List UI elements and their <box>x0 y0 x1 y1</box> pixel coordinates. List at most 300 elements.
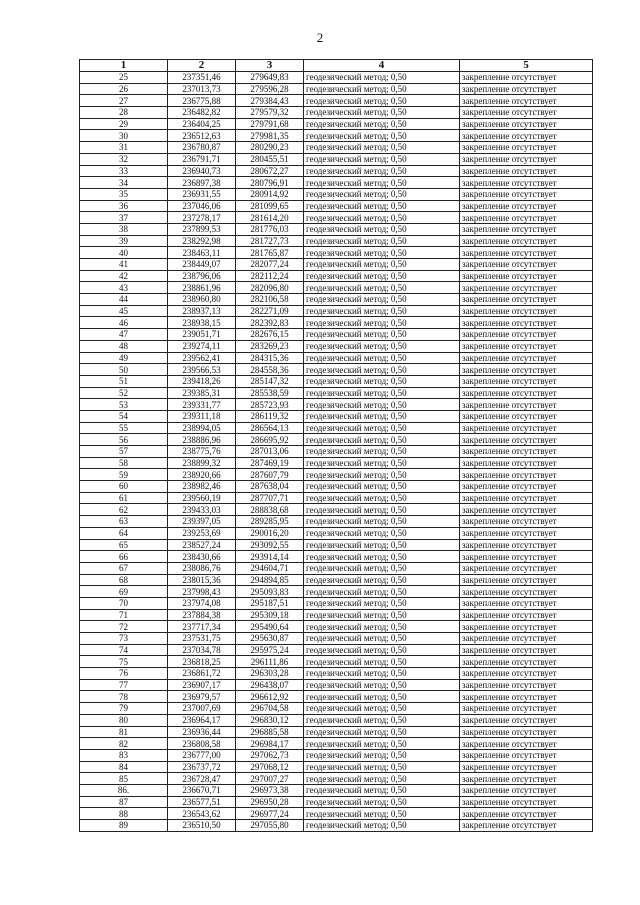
point-number-cell: 58 <box>80 457 168 469</box>
method-cell: геодезический метод; 0,50 <box>304 130 460 142</box>
y-coordinate-cell: 281099,65 <box>236 200 304 212</box>
table-row <box>80 270 593 282</box>
y-coordinate-cell: 287469,19 <box>236 457 304 469</box>
point-number-cell: 75 <box>80 656 168 668</box>
method-cell: геодезический метод; 0,50 <box>304 633 460 645</box>
table-row <box>80 305 593 317</box>
x-coordinate-cell: 238086,76 <box>168 562 236 574</box>
point-number-cell: 67 <box>80 562 168 574</box>
point-number-cell: 35 <box>80 188 168 200</box>
x-coordinate-cell: 236512,63 <box>168 130 236 142</box>
fixation-cell: закрепление отсутствует <box>460 294 593 306</box>
table-row <box>80 130 593 142</box>
method-cell: геодезический метод; 0,50 <box>304 118 460 130</box>
method-cell: геодезический метод; 0,50 <box>304 527 460 539</box>
table-header-row <box>80 60 593 72</box>
fixation-cell: закрепление отсутствует <box>460 212 593 224</box>
table-row <box>80 294 593 306</box>
fixation-cell: закрепление отсутствует <box>460 95 593 107</box>
method-cell: геодезический метод; 0,50 <box>304 796 460 808</box>
point-number-cell: 33 <box>80 165 168 177</box>
y-coordinate-cell: 282096,80 <box>236 282 304 294</box>
point-number-cell: 64 <box>80 527 168 539</box>
method-cell: геодезический метод; 0,50 <box>304 83 460 95</box>
table-row <box>80 165 593 177</box>
table-row <box>80 153 593 165</box>
fixation-cell: закрепление отсутствует <box>460 656 593 668</box>
y-coordinate-cell: 296303,28 <box>236 668 304 680</box>
fixation-cell: закрепление отсутствует <box>460 574 593 586</box>
fixation-cell: закрепление отсутствует <box>460 820 593 832</box>
point-number-cell: 57 <box>80 446 168 458</box>
table-row <box>80 340 593 352</box>
y-coordinate-cell: 295630,87 <box>236 633 304 645</box>
fixation-cell: закрепление отсутствует <box>460 83 593 95</box>
x-coordinate-cell: 236543,62 <box>168 808 236 820</box>
method-cell: геодезический метод; 0,50 <box>304 679 460 691</box>
table-row <box>80 656 593 668</box>
table-row <box>80 387 593 399</box>
x-coordinate-cell: 237034,78 <box>168 644 236 656</box>
y-coordinate-cell: 295490,64 <box>236 621 304 633</box>
x-coordinate-cell: 238899,32 <box>168 457 236 469</box>
fixation-cell: закрепление отсутствует <box>460 364 593 376</box>
point-number-cell: 28 <box>80 107 168 119</box>
table-row <box>80 679 593 691</box>
point-number-cell: 38 <box>80 223 168 235</box>
x-coordinate-cell: 238527,24 <box>168 539 236 551</box>
point-number-cell: 39 <box>80 235 168 247</box>
header-y-coordinate: 3 <box>236 60 304 72</box>
x-coordinate-cell: 236818,25 <box>168 656 236 668</box>
header-method: 4 <box>304 60 460 72</box>
y-coordinate-cell: 295093,83 <box>236 586 304 598</box>
fixation-cell: закрепление отсутствует <box>460 469 593 481</box>
fixation-cell: закрепление отсутствует <box>460 492 593 504</box>
method-cell: геодезический метод; 0,50 <box>304 551 460 563</box>
table-row <box>80 808 593 820</box>
method-cell: геодезический метод; 0,50 <box>304 446 460 458</box>
method-cell: геодезический метод; 0,50 <box>304 749 460 761</box>
x-coordinate-cell: 236907,17 <box>168 679 236 691</box>
x-coordinate-cell: 236936,44 <box>168 726 236 738</box>
fixation-cell: закрепление отсутствует <box>460 188 593 200</box>
table-row <box>80 469 593 481</box>
point-number-cell: 69 <box>80 586 168 598</box>
y-coordinate-cell: 296984,17 <box>236 738 304 750</box>
method-cell: геодезический метод; 0,50 <box>304 294 460 306</box>
fixation-cell: закрепление отсутствует <box>460 679 593 691</box>
table-row <box>80 784 593 796</box>
table-row <box>80 188 593 200</box>
x-coordinate-cell: 236670,71 <box>168 784 236 796</box>
point-number-cell: 43 <box>80 282 168 294</box>
fixation-cell: закрепление отсутствует <box>460 329 593 341</box>
x-coordinate-cell: 239560,19 <box>168 492 236 504</box>
y-coordinate-cell: 280914,92 <box>236 188 304 200</box>
fixation-cell: закрепление отсутствует <box>460 714 593 726</box>
x-coordinate-cell: 236777,00 <box>168 749 236 761</box>
table-row <box>80 703 593 715</box>
method-cell: геодезический метод; 0,50 <box>304 212 460 224</box>
method-cell: геодезический метод; 0,50 <box>304 188 460 200</box>
method-cell: геодезический метод; 0,50 <box>304 107 460 119</box>
fixation-cell: закрепление отсутствует <box>460 761 593 773</box>
x-coordinate-cell: 238938,15 <box>168 317 236 329</box>
x-coordinate-cell: 238463,11 <box>168 247 236 259</box>
table-row <box>80 551 593 563</box>
y-coordinate-cell: 282077,24 <box>236 259 304 271</box>
method-cell: геодезический метод; 0,50 <box>304 165 460 177</box>
fixation-cell: закрепление отсутствует <box>460 387 593 399</box>
point-number-cell: 34 <box>80 177 168 189</box>
point-number-cell: 36 <box>80 200 168 212</box>
point-number-cell: 40 <box>80 247 168 259</box>
x-coordinate-cell: 237351,46 <box>168 72 236 84</box>
x-coordinate-cell: 238449,07 <box>168 259 236 271</box>
y-coordinate-cell: 286695,92 <box>236 434 304 446</box>
method-cell: геодезический метод; 0,50 <box>304 597 460 609</box>
point-number-cell: 78 <box>80 691 168 703</box>
point-number-cell: 83 <box>80 749 168 761</box>
table-row <box>80 633 593 645</box>
fixation-cell: закрепление отсутствует <box>460 586 593 598</box>
method-cell: геодезический метод; 0,50 <box>304 247 460 259</box>
method-cell: геодезический метод; 0,50 <box>304 656 460 668</box>
method-cell: геодезический метод; 0,50 <box>304 621 460 633</box>
point-number-cell: 46 <box>80 317 168 329</box>
x-coordinate-cell: 239418,26 <box>168 375 236 387</box>
y-coordinate-cell: 280796,91 <box>236 177 304 189</box>
point-number-cell: 44 <box>80 294 168 306</box>
y-coordinate-cell: 281776,03 <box>236 223 304 235</box>
table-row <box>80 691 593 703</box>
fixation-cell: закрепление отсутствует <box>460 375 593 387</box>
method-cell: геодезический метод; 0,50 <box>304 410 460 422</box>
x-coordinate-cell: 237717,34 <box>168 621 236 633</box>
table-row <box>80 352 593 364</box>
point-number-cell: 87 <box>80 796 168 808</box>
x-coordinate-cell: 236979,57 <box>168 691 236 703</box>
x-coordinate-cell: 236780,87 <box>168 142 236 154</box>
x-coordinate-cell: 236897,38 <box>168 177 236 189</box>
y-coordinate-cell: 297055,80 <box>236 820 304 832</box>
method-cell: геодезический метод; 0,50 <box>304 329 460 341</box>
x-coordinate-cell: 238982,46 <box>168 481 236 493</box>
y-coordinate-cell: 288838,68 <box>236 504 304 516</box>
point-number-cell: 61 <box>80 492 168 504</box>
table-row <box>80 247 593 259</box>
point-number-cell: 47 <box>80 329 168 341</box>
y-coordinate-cell: 281765,87 <box>236 247 304 259</box>
point-number-cell: 37 <box>80 212 168 224</box>
method-cell: геодезический метод; 0,50 <box>304 820 460 832</box>
page-number: 2 <box>316 30 324 45</box>
method-cell: геодезический метод; 0,50 <box>304 761 460 773</box>
fixation-cell: закрепление отсутствует <box>460 340 593 352</box>
y-coordinate-cell: 284315,36 <box>236 352 304 364</box>
point-number-cell: 89 <box>80 820 168 832</box>
fixation-cell: закрепление отсутствует <box>460 130 593 142</box>
point-number-cell: 26 <box>80 83 168 95</box>
method-cell: геодезический метод; 0,50 <box>304 434 460 446</box>
y-coordinate-cell: 285723,93 <box>236 399 304 411</box>
fixation-cell: закрепление отсутствует <box>460 247 593 259</box>
y-coordinate-cell: 287707,71 <box>236 492 304 504</box>
point-number-cell: 84 <box>80 761 168 773</box>
y-coordinate-cell: 284558,36 <box>236 364 304 376</box>
fixation-cell: закрепление отсутствует <box>460 726 593 738</box>
x-coordinate-cell: 238796,06 <box>168 270 236 282</box>
fixation-cell: закрепление отсутствует <box>460 352 593 364</box>
y-coordinate-cell: 285538,59 <box>236 387 304 399</box>
y-coordinate-cell: 293092,55 <box>236 539 304 551</box>
fixation-cell: закрепление отсутствует <box>460 399 593 411</box>
point-number-cell: 52 <box>80 387 168 399</box>
table-row <box>80 726 593 738</box>
fixation-cell: закрепление отсутствует <box>460 235 593 247</box>
table-row <box>80 259 593 271</box>
method-cell: геодезический метод; 0,50 <box>304 469 460 481</box>
table-row <box>80 597 593 609</box>
table-row <box>80 434 593 446</box>
x-coordinate-cell: 237899,53 <box>168 223 236 235</box>
method-cell: геодезический метод; 0,50 <box>304 457 460 469</box>
x-coordinate-cell: 236940,73 <box>168 165 236 177</box>
point-number-cell: 45 <box>80 305 168 317</box>
fixation-cell: закрепление отсутствует <box>460 668 593 680</box>
x-coordinate-cell: 236737,72 <box>168 761 236 773</box>
method-cell: геодезический метод; 0,50 <box>304 235 460 247</box>
point-number-cell: 85 <box>80 773 168 785</box>
fixation-cell: закрепление отсутствует <box>460 118 593 130</box>
x-coordinate-cell: 239385,31 <box>168 387 236 399</box>
x-coordinate-cell: 236775,88 <box>168 95 236 107</box>
y-coordinate-cell: 279384,43 <box>236 95 304 107</box>
y-coordinate-cell: 296111,86 <box>236 656 304 668</box>
x-coordinate-cell: 238937,13 <box>168 305 236 317</box>
y-coordinate-cell: 296885,58 <box>236 726 304 738</box>
method-cell: геодезический метод; 0,50 <box>304 586 460 598</box>
table-row <box>80 773 593 785</box>
point-number-cell: 41 <box>80 259 168 271</box>
x-coordinate-cell: 239566,53 <box>168 364 236 376</box>
fixation-cell: закрепление отсутствует <box>460 200 593 212</box>
point-number-cell: 70 <box>80 597 168 609</box>
point-number-cell: 82 <box>80 738 168 750</box>
point-number-cell: 49 <box>80 352 168 364</box>
table-row <box>80 118 593 130</box>
y-coordinate-cell: 289285,95 <box>236 516 304 528</box>
method-cell: геодезический метод; 0,50 <box>304 223 460 235</box>
y-coordinate-cell: 296612,92 <box>236 691 304 703</box>
method-cell: геодезический метод; 0,50 <box>304 784 460 796</box>
x-coordinate-cell: 239397,05 <box>168 516 236 528</box>
y-coordinate-cell: 282112,24 <box>236 270 304 282</box>
method-cell: геодезический метод; 0,50 <box>304 562 460 574</box>
y-coordinate-cell: 285147,32 <box>236 375 304 387</box>
y-coordinate-cell: 296950,28 <box>236 796 304 808</box>
point-number-cell: 71 <box>80 609 168 621</box>
x-coordinate-cell: 237531,75 <box>168 633 236 645</box>
method-cell: геодезический метод; 0,50 <box>304 691 460 703</box>
x-coordinate-cell: 236728,47 <box>168 773 236 785</box>
x-coordinate-cell: 238430,66 <box>168 551 236 563</box>
y-coordinate-cell: 281614,20 <box>236 212 304 224</box>
method-cell: геодезический метод; 0,50 <box>304 177 460 189</box>
table-row <box>80 481 593 493</box>
method-cell: геодезический метод; 0,50 <box>304 668 460 680</box>
method-cell: геодезический метод; 0,50 <box>304 200 460 212</box>
table-row <box>80 282 593 294</box>
table-row <box>80 422 593 434</box>
table-row <box>80 72 593 84</box>
y-coordinate-cell: 296830,12 <box>236 714 304 726</box>
method-cell: геодезический метод; 0,50 <box>304 609 460 621</box>
fixation-cell: закрепление отсутствует <box>460 609 593 621</box>
x-coordinate-cell: 238015,36 <box>168 574 236 586</box>
x-coordinate-cell: 239253,69 <box>168 527 236 539</box>
fixation-cell: закрепление отсутствует <box>460 305 593 317</box>
fixation-cell: закрепление отсутствует <box>460 153 593 165</box>
fixation-cell: закрепление отсутствует <box>460 142 593 154</box>
method-cell: геодезический метод; 0,50 <box>304 142 460 154</box>
y-coordinate-cell: 297062,73 <box>236 749 304 761</box>
method-cell: геодезический метод; 0,50 <box>304 317 460 329</box>
point-number-cell: 60 <box>80 481 168 493</box>
x-coordinate-cell: 236404,25 <box>168 118 236 130</box>
method-cell: геодезический метод; 0,50 <box>304 808 460 820</box>
point-number-cell: 53 <box>80 399 168 411</box>
fixation-cell: закрепление отсутствует <box>460 749 593 761</box>
fixation-cell: закрепление отсутствует <box>460 551 593 563</box>
x-coordinate-cell: 236482,82 <box>168 107 236 119</box>
y-coordinate-cell: 279579,32 <box>236 107 304 119</box>
method-cell: геодезический метод; 0,50 <box>304 539 460 551</box>
point-number-cell: 66 <box>80 551 168 563</box>
fixation-cell: закрепление отсутствует <box>460 177 593 189</box>
point-number-cell: 30 <box>80 130 168 142</box>
method-cell: геодезический метод; 0,50 <box>304 574 460 586</box>
x-coordinate-cell: 238775,76 <box>168 446 236 458</box>
point-number-cell: 31 <box>80 142 168 154</box>
x-coordinate-cell: 237884,38 <box>168 609 236 621</box>
fixation-cell: закрепление отсутствует <box>460 282 593 294</box>
fixation-cell: закрепление отсутствует <box>460 410 593 422</box>
method-cell: геодезический метод; 0,50 <box>304 259 460 271</box>
fixation-cell: закрепление отсутствует <box>460 72 593 84</box>
method-cell: геодезический метод; 0,50 <box>304 492 460 504</box>
fixation-cell: закрепление отсутствует <box>460 738 593 750</box>
x-coordinate-cell: 237974,08 <box>168 597 236 609</box>
table-row <box>80 457 593 469</box>
y-coordinate-cell: 294604,71 <box>236 562 304 574</box>
method-cell: геодезический метод; 0,50 <box>304 516 460 528</box>
table-row <box>80 492 593 504</box>
table-row <box>80 504 593 516</box>
fixation-cell: закрепление отсутствует <box>460 516 593 528</box>
fixation-cell: закрепление отсутствует <box>460 457 593 469</box>
fixation-cell: закрепление отсутствует <box>460 527 593 539</box>
table-row <box>80 609 593 621</box>
x-coordinate-cell: 236510,50 <box>168 820 236 832</box>
point-number-cell: 63 <box>80 516 168 528</box>
fixation-cell: закрепление отсутствует <box>460 504 593 516</box>
table-row <box>80 446 593 458</box>
method-cell: геодезический метод; 0,50 <box>304 340 460 352</box>
point-number-cell: 65 <box>80 539 168 551</box>
fixation-cell: закрепление отсутствует <box>460 539 593 551</box>
table-row <box>80 223 593 235</box>
table-row <box>80 399 593 411</box>
table-row <box>80 410 593 422</box>
method-cell: геодезический метод; 0,50 <box>304 644 460 656</box>
x-coordinate-cell: 239051,71 <box>168 329 236 341</box>
fixation-cell: закрепление отсутствует <box>460 703 593 715</box>
method-cell: геодезический метод; 0,50 <box>304 738 460 750</box>
point-number-cell: 55 <box>80 422 168 434</box>
fixation-cell: закрепление отсутствует <box>460 434 593 446</box>
point-number-cell: 72 <box>80 621 168 633</box>
table-row <box>80 212 593 224</box>
x-coordinate-cell: 238886,96 <box>168 434 236 446</box>
point-number-cell: 81 <box>80 726 168 738</box>
fixation-cell: закрепление отсутствует <box>460 223 593 235</box>
fixation-cell: закрепление отсутствует <box>460 562 593 574</box>
y-coordinate-cell: 282392,83 <box>236 317 304 329</box>
fixation-cell: закрепление отсутствует <box>460 808 593 820</box>
table-row <box>80 83 593 95</box>
point-number-cell: 51 <box>80 375 168 387</box>
method-cell: геодезический метод; 0,50 <box>304 481 460 493</box>
table-row <box>80 317 593 329</box>
y-coordinate-cell: 279981,35 <box>236 130 304 142</box>
fixation-cell: закрепление отсутствует <box>460 107 593 119</box>
x-coordinate-cell: 239311,18 <box>168 410 236 422</box>
fixation-cell: закрепление отсутствует <box>460 270 593 282</box>
point-number-cell: 86. <box>80 784 168 796</box>
x-coordinate-cell: 237278,17 <box>168 212 236 224</box>
x-coordinate-cell: 239562,41 <box>168 352 236 364</box>
point-number-cell: 62 <box>80 504 168 516</box>
y-coordinate-cell: 287607,79 <box>236 469 304 481</box>
x-coordinate-cell: 238861,96 <box>168 282 236 294</box>
y-coordinate-cell: 279791,68 <box>236 118 304 130</box>
method-cell: геодезический метод; 0,50 <box>304 422 460 434</box>
table-row <box>80 621 593 633</box>
fixation-cell: закрепление отсутствует <box>460 784 593 796</box>
fixation-cell: закрепление отсутствует <box>460 644 593 656</box>
y-coordinate-cell: 295309,18 <box>236 609 304 621</box>
y-coordinate-cell: 282106,58 <box>236 294 304 306</box>
method-cell: геодезический метод; 0,50 <box>304 504 460 516</box>
x-coordinate-cell: 236808,58 <box>168 738 236 750</box>
x-coordinate-cell: 236861,72 <box>168 668 236 680</box>
table-row <box>80 527 593 539</box>
table-row <box>80 749 593 761</box>
point-number-cell: 68 <box>80 574 168 586</box>
x-coordinate-cell: 236577,51 <box>168 796 236 808</box>
table-row <box>80 586 593 598</box>
fixation-cell: закрепление отсутствует <box>460 597 593 609</box>
fixation-cell: закрепление отсутствует <box>460 633 593 645</box>
fixation-cell: закрепление отсутствует <box>460 422 593 434</box>
table-row <box>80 107 593 119</box>
x-coordinate-cell: 237998,43 <box>168 586 236 598</box>
point-number-cell: 80 <box>80 714 168 726</box>
point-number-cell: 79 <box>80 703 168 715</box>
y-coordinate-cell: 295975,24 <box>236 644 304 656</box>
